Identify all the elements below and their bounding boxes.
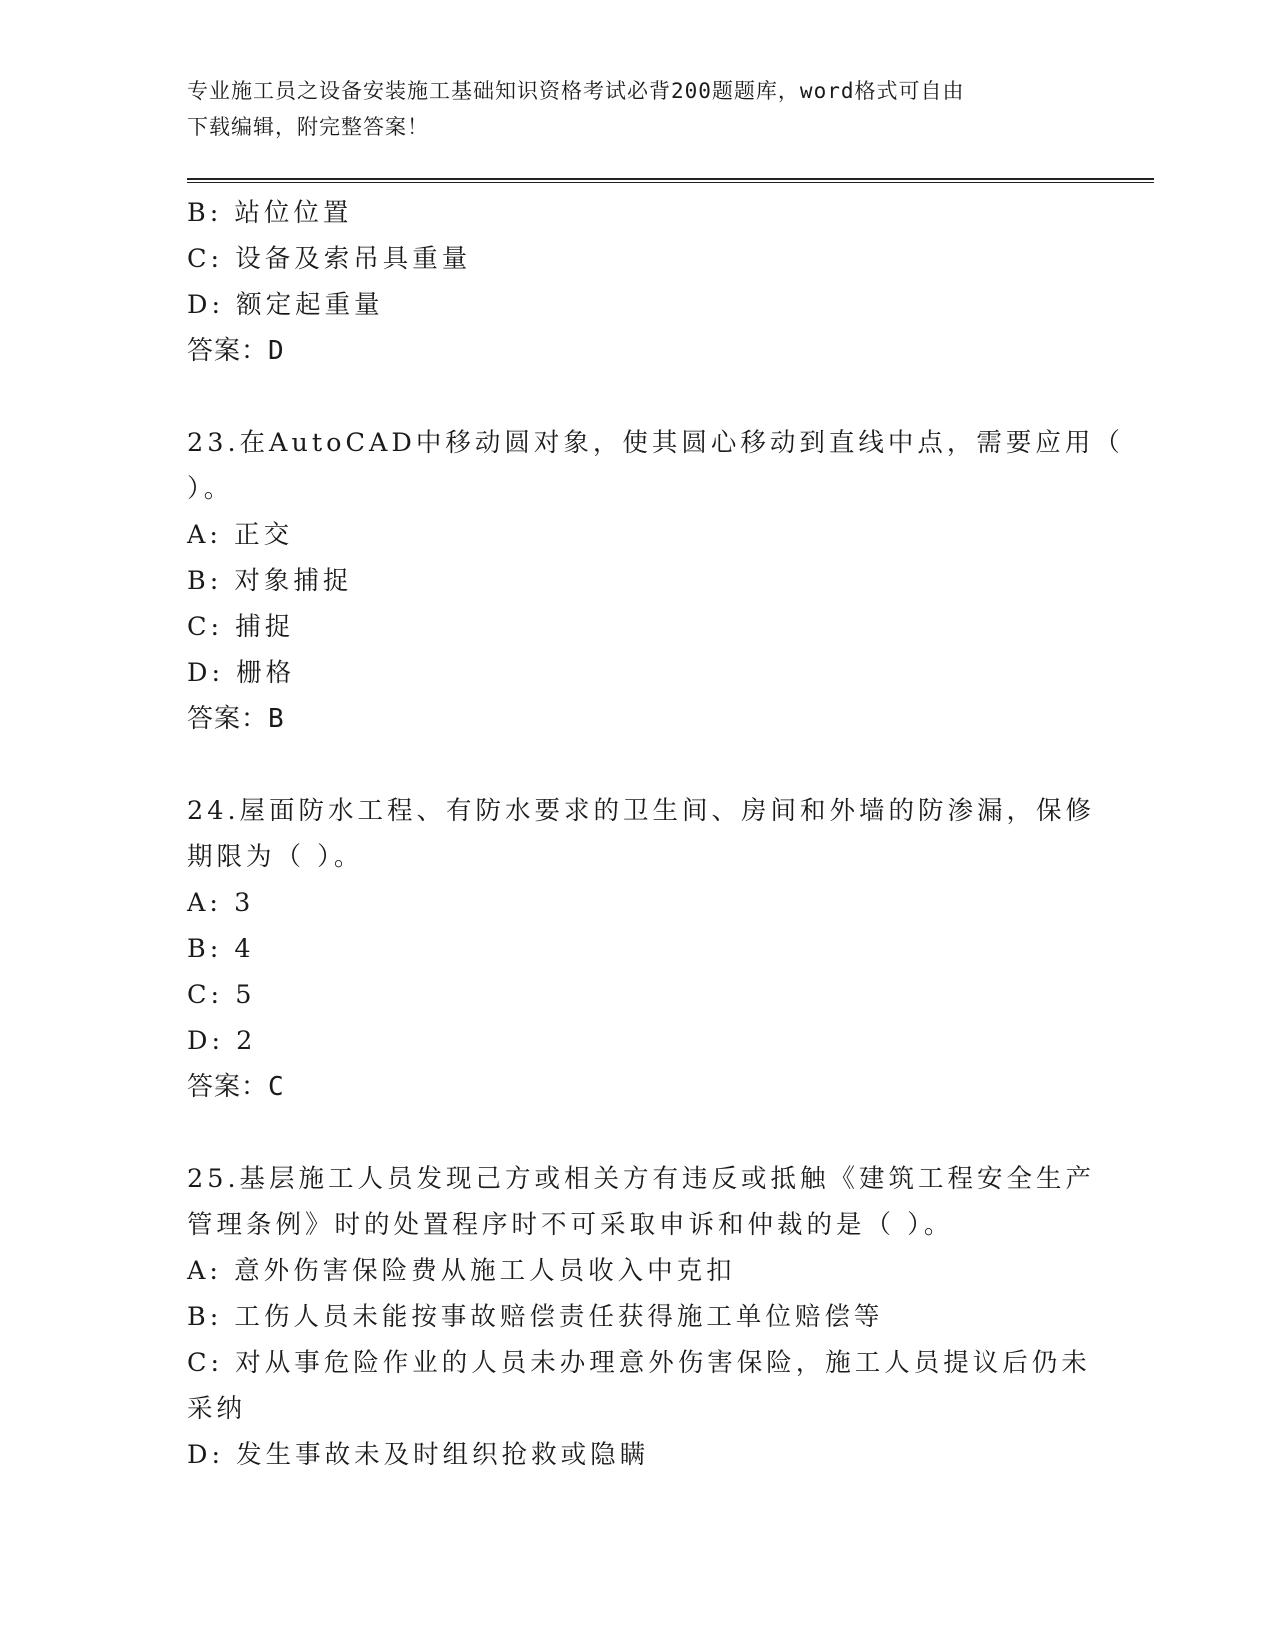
header-line-2: 下载编辑，附完整答案！: [187, 115, 429, 139]
option-a: A: 3: [187, 888, 255, 918]
option-d: D: 栅格: [187, 658, 296, 688]
option-d: D: 额定起重量: [187, 290, 384, 320]
question-block-25: [187, 1156, 1096, 1478]
option-b: B: 站位位置: [187, 198, 353, 228]
question-stem-line-2: 期限为（ ）。: [187, 842, 364, 872]
answer-value: D: [268, 336, 285, 366]
answer-value: B: [268, 704, 285, 734]
question-stem-line-1: 24.屋面防水工程、有防水要求的卫生间、房间和外墙的防渗漏，保修: [187, 796, 1096, 826]
question-block-23: [187, 420, 1124, 742]
option-b: B: 4: [187, 934, 255, 964]
question-stem-line-1: 23.在AutoCAD中移动圆对象，使其圆心移动到直线中点，需要应用（: [187, 428, 1124, 458]
question-block-22: [187, 190, 1087, 374]
option-c: C: 设备及索吊具重量: [187, 244, 472, 274]
header-divider: [187, 178, 1154, 183]
option-a: A: 意外伤害保险费从施工人员收入中克扣: [187, 1256, 736, 1286]
question-stem-line-2: 管理条例》时的处置程序时不可采取申诉和仲裁的是（ ）。: [187, 1210, 954, 1240]
option-c-continued: 采纳: [187, 1394, 247, 1424]
option-d: D: 发生事故未及时组织抢救或隐瞒: [187, 1440, 650, 1470]
document-header: [187, 73, 1067, 145]
answer-value: C: [268, 1072, 285, 1102]
option-c: C: 对从事危险作业的人员未办理意外伤害保险，施工人员提议后仍未: [187, 1348, 1091, 1378]
option-c: C: 捕捉: [187, 612, 295, 642]
option-a: A: 正交: [187, 520, 294, 550]
option-c: C: 5: [187, 980, 256, 1010]
question-list: [187, 190, 1124, 1478]
answer-line: [187, 328, 1087, 374]
option-b: B: 工伤人员未能按事故赔偿责任获得施工单位赔偿等: [187, 1302, 884, 1332]
header-line-1: 专业施工员之设备安装施工基础知识资格考试必背200题题库，word格式可自由: [187, 79, 965, 103]
question-stem-line-2: ）。: [187, 474, 234, 504]
answer-line: [187, 696, 1087, 742]
answer-label: 答案：: [187, 336, 269, 366]
question-block-24: [187, 788, 1096, 1110]
answer-line: [187, 1064, 1087, 1110]
question-stem-line-1: 25.基层施工人员发现己方或相关方有违反或抵触《建筑工程安全生产: [187, 1164, 1096, 1194]
option-b: B: 对象捕捉: [187, 566, 353, 596]
answer-label: 答案：: [187, 1072, 269, 1102]
option-d: D: 2: [187, 1026, 257, 1056]
answer-label: 答案：: [187, 704, 269, 734]
